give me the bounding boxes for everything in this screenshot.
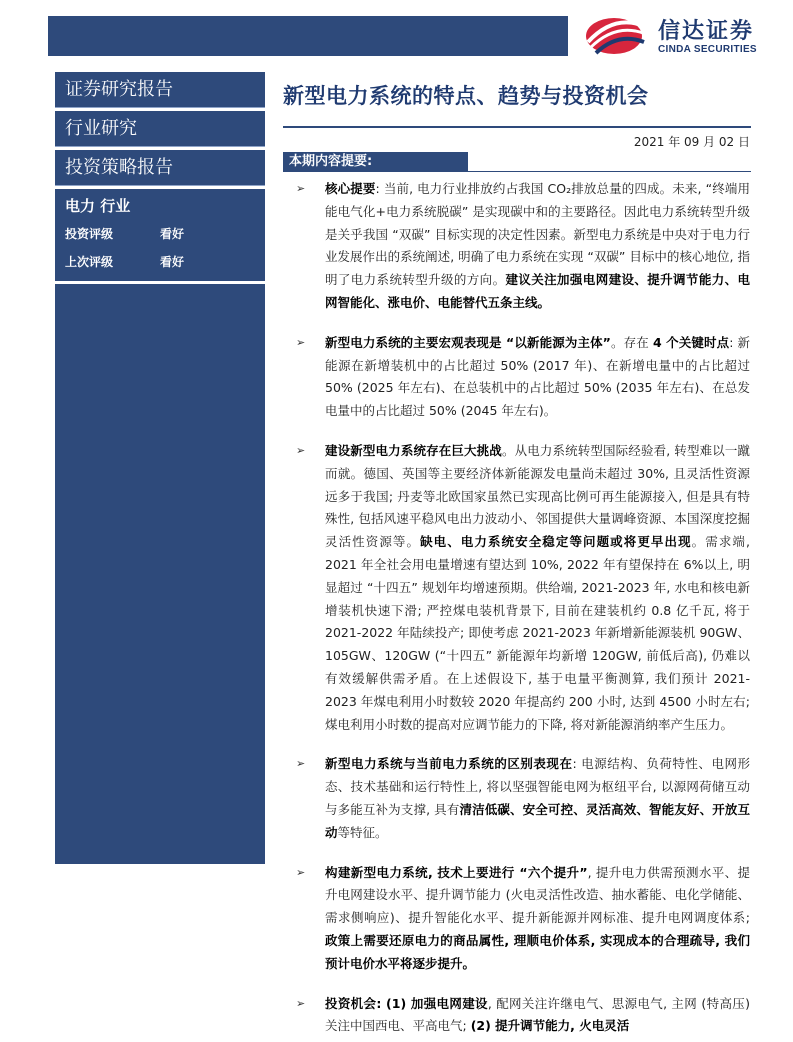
industry-label: 电力 行业 [65, 197, 131, 215]
summary-bullets [290, 178, 750, 1042]
bullet-run: 等特征。 [337, 824, 388, 840]
bullet-bold-run: (2) 提升调节能力, 火电灵活 [470, 1018, 630, 1034]
bullet-run: , 提升电力供需预测水平、提升电网建设水平、提升调节能力 (火电灵活性改造、抽水蓄能、电化学储能、需求侧响应)、提升智能化水平、提升新能源并网标准、提升电网调度体系; [325, 864, 750, 926]
bullet-run: 。需求端, 2021 年全社会用电量增速有望达到 10%, 2022 年有望保持在 6%以上, 明显超过 “十四五” 规划年均增速预期。供给端, 2021-2023 年, 水电和核电新增装机快速下滑; 严控煤电装机背景下, 目前在建装机约 0.8 亿千瓦, 将于 2021-2022 年陆续投产; 即使考虑 2021-2023 年新增新能源装机 90GW、105GW、120GW (“十四五” 新能源年均新增 120GW, 前低后高), 仍难以有效缓解供需矛盾。在上述假设下, 基于电量平衡测算, 我们预计 2021-2023 年煤电利用小时数较 2020 年提高约 200 小时, 达到 4500 小时左右; 煤电利用小时数的提高对应调节能力的下降, 将对新能源消纳率产生压力。 [325, 534, 750, 732]
bullet-text [325, 993, 750, 1039]
logo-text-cn: 信达证券 [658, 19, 755, 44]
report-date: 2021 年 09 月 02 日 [633, 135, 750, 149]
bullet-text [325, 862, 750, 976]
sidebar-filler [55, 284, 265, 864]
prev-rating-value: 看好 [160, 255, 185, 269]
bullet-bold-run: 构建新型电力系统, 技术上要进行 “六个提升” [325, 864, 588, 880]
logo-text-en: CINDA SECURITIES [658, 44, 757, 55]
sidebar-item-securities-research: 证券研究报告 [55, 72, 265, 108]
summary-heading: 本期内容提要: [283, 152, 468, 172]
arrow-bullet-icon: ➢ [296, 865, 306, 879]
bullet-bold-run: 4 个关键时点 [652, 334, 730, 350]
bullet-text [325, 440, 750, 736]
bullet-run: 。从电力系统转型国际经验看, 转型难以一蹴而就。德国、英国等主要经济体新能源发电量尚未超过 30%, 且灵活性资源远多于我国; 丹麦等北欧国家虽然已实现高比例可再生能源接入, 但是具有特殊性, 包括风速平稳风电出力波动小、邻国提供大量调峰资源、本国深度挖掘灵活性资源等。 [325, 442, 750, 550]
bullet-item [290, 993, 750, 1039]
cinda-logo [578, 12, 778, 60]
sidebar-item-industry-research: 行业研究 [55, 111, 265, 147]
bullet-bold-run: 核心提要 [325, 181, 376, 196]
rating-label: 投资评级 [65, 227, 114, 241]
bullet-bold-run: 新型电力系统与当前电力系统的区别表现在 [325, 756, 573, 772]
bullet-item [290, 753, 750, 844]
bullet-item [290, 178, 750, 315]
bullet-bold-run: 新型电力系统的主要宏观表现是 “以新能源为主体” [325, 334, 611, 350]
bullet-bold-run: 投资机会: (1) 加强电网建设 [325, 995, 488, 1011]
bullet-item [290, 862, 750, 976]
rating-value: 看好 [160, 227, 185, 241]
sidebar-rating-panel [55, 189, 265, 281]
arrow-bullet-icon: ➢ [296, 996, 306, 1010]
arrow-bullet-icon: ➢ [296, 335, 306, 349]
bullet-run: , 配网关注许继电气、思源电气, 主网 (特高压) 关注中国西电、平高电气; [325, 995, 750, 1034]
cinda-logo-mark-icon [578, 12, 652, 58]
sidebar [55, 72, 265, 864]
prev-rating-row [65, 253, 185, 270]
bullet-text [325, 178, 750, 315]
bullet-run: : 电源结构、负荷特性、电网形态、技术基础和运行特性上, 将以坚强智能电网为枢纽平台, 以源网荷储互动与多能互补为支撑, 具有 [325, 756, 750, 817]
sidebar-item-strategy-report: 投资策略报告 [55, 150, 265, 186]
bullet-run: : 新能源在新增装机中的占比超过 50% (2017 年)、在新增电量中的占比超过 50% (2025 年左右)、在总装机中的占比超过 50% (2035 年左右)、在总发电量中的占比超过 50% (2045 年左右)。 [325, 334, 750, 419]
header-bar [48, 16, 568, 56]
bullet-bold-run: 政策上需要还原电力的商品属性, 理顺电价体系, 实现成本的合理疏导, 我们预计电价水平将逐步提升。 [325, 932, 750, 971]
bullet-run: 。存在 [610, 334, 653, 350]
arrow-bullet-icon: ➢ [296, 757, 306, 771]
bullet-bold-run: 清洁低碳、安全可控、灵活高效、智能友好、开放互动 [325, 801, 750, 840]
rating-row [65, 225, 185, 242]
bullet-bold-run: 建设新型电力系统存在巨大挑战 [325, 442, 502, 458]
bullet-text [325, 332, 750, 423]
prev-rating-label: 上次评级 [65, 255, 114, 269]
bullet-bold-run: 建议关注加强电网建设、提升调节能力、电网智能化、涨电价、电能替代五条主线。 [325, 272, 750, 310]
arrow-bullet-icon: ➢ [296, 182, 306, 195]
arrow-bullet-icon: ➢ [296, 443, 306, 457]
bullet-item [290, 440, 750, 736]
bullet-bold-run: 缺电、电力系统安全稳定等问题或将更早出现 [420, 534, 692, 550]
summary-divider [283, 171, 751, 172]
title-divider [283, 126, 751, 128]
bullet-run: : 当前, 电力行业排放约占我国 CO₂排放总量的四成。未来, “终端用能电气化+电力系统脱碳” 是实现碳中和的主要路径。因此电力系统转型升级是关乎我国 “双碳” 目标实现的决定性因素。新型电力系统是中央对于电力行业发展作出的系统阐述, 明确了电力系统在实现 “双碳” 目标中的核心地位, 指明了电力系统转型升级的方向。 [325, 181, 750, 288]
page-title: 新型电力系统的特点、趋势与投资机会 [283, 84, 649, 108]
bullet-item [290, 332, 750, 423]
bullet-text [325, 753, 750, 844]
